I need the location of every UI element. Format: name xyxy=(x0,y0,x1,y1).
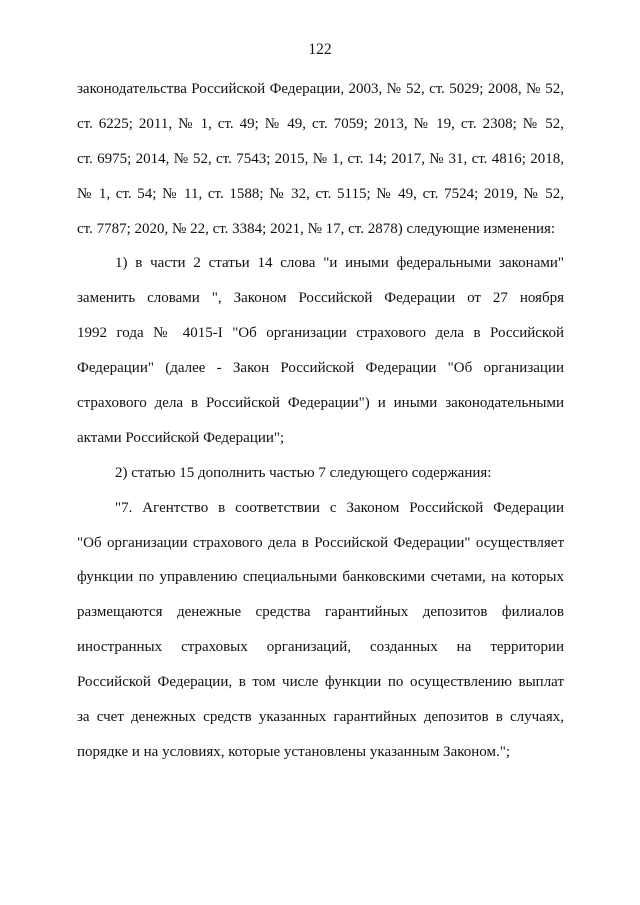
text-line: порядке и на условиях, которые установлены указанным Законом."; xyxy=(77,743,511,760)
text-line: заменить словами ", Законом Российской Федерации от 27 ноября xyxy=(77,290,564,307)
text-line: № 1, ст. 54; № 11, ст. 1588; № 32, ст. 5115; № 49, ст. 7524; 2019, № 52, xyxy=(77,185,564,202)
body-text xyxy=(77,78,564,776)
text-line: "7. Агентство в соответствии с Законом Российской Федерации xyxy=(115,499,564,516)
text-line: ст. 6225; 2011, № 1, ст. 49; № 49, ст. 7059; 2013, № 19, ст. 2308; № 52, xyxy=(77,115,564,132)
text-line: законодательства Российской Федерации, 2003, № 52, ст. 5029; 2008, № 52, xyxy=(77,81,564,97)
page-number: 122 xyxy=(308,41,332,58)
text-line: за счет денежных средств указанных гарантийных депозитов в случаях, xyxy=(77,709,564,726)
text-line: функции по управлению специальными банковскими счетами, на которых xyxy=(77,569,564,586)
text-line: Российской Федерации, в том числе функции по осуществлению выплат xyxy=(77,674,564,691)
text-line: иностранных страховых организаций, созданных на территории xyxy=(77,639,564,656)
text-line: страхового дела в Российской Федерации") и иными законодательными xyxy=(77,395,564,412)
text-line: ст. 7787; 2020, № 22, ст. 3384; 2021, № 17, ст. 2878) следующие изменения: xyxy=(77,220,556,237)
text-line: актами Российской Федерации"; xyxy=(77,429,285,446)
text-line: Федерации" (далее - Закон Российской Федерации "Об организации xyxy=(77,360,564,377)
text-line: 1) в части 2 статьи 14 слова "и иными федеральными законами" xyxy=(115,255,564,272)
text-line: ст. 6975; 2014, № 52, ст. 7543; 2015, № 1, ст. 14; 2017, № 31, ст. 4816; 2018, xyxy=(77,150,564,167)
text-line: "Об организации страхового дела в Российской Федерации" осуществляет xyxy=(77,534,564,551)
text-line: 2) статью 15 дополнить частью 7 следующего содержания: xyxy=(115,464,492,481)
text-line: 1992 года № 4015-I "Об организации страхового дела в Российской xyxy=(77,325,564,342)
text-line: размещаются денежные средства гарантийных депозитов филиалов xyxy=(77,604,564,621)
